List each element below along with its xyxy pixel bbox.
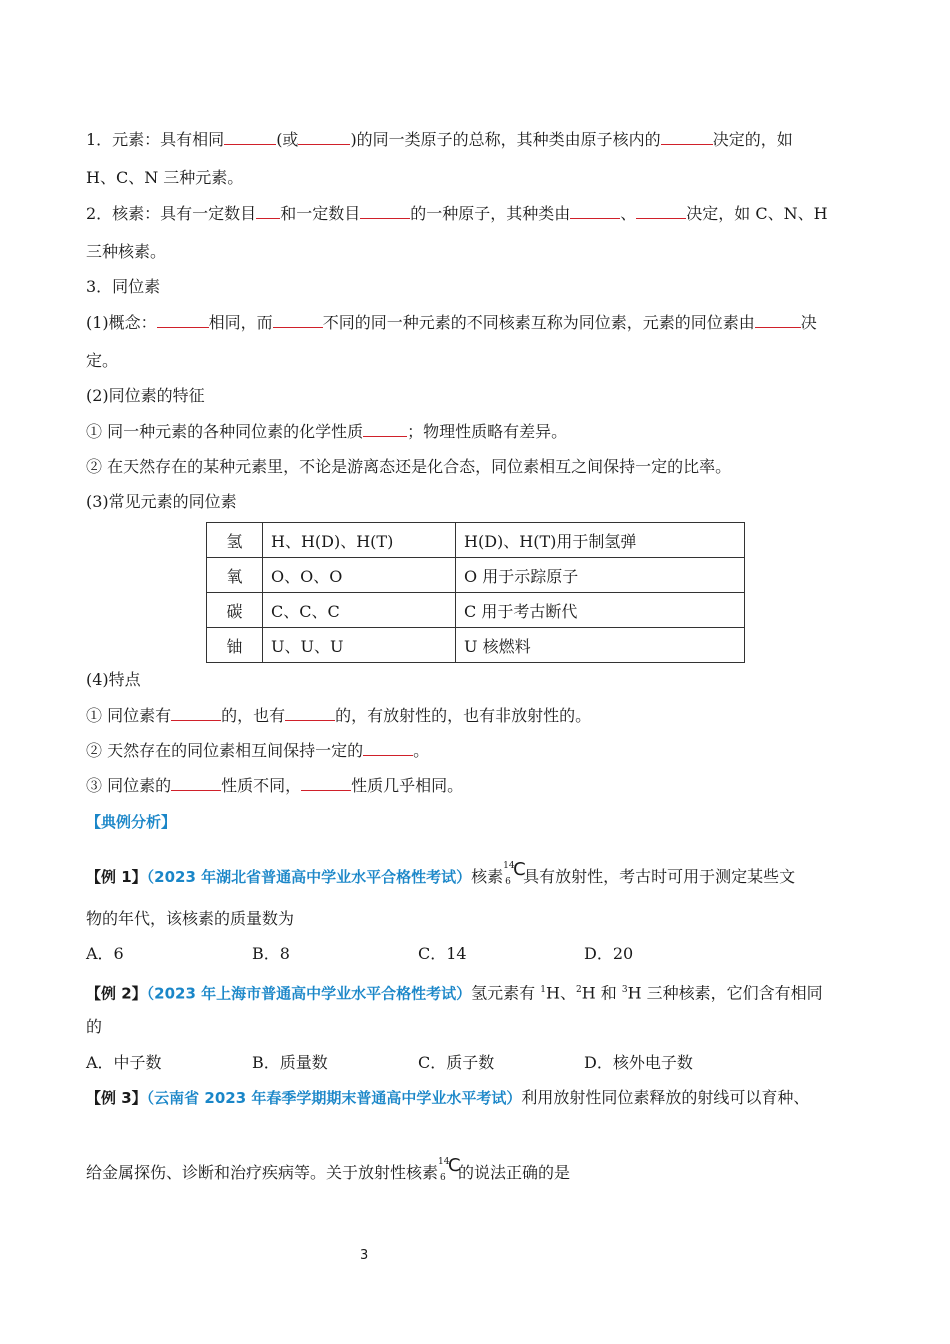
paragraph-nuclide-definition: 2．核素：具有一定数目 和一定数目 的一种原子，其种类由 、 决定，如 C、N、H bbox=[86, 204, 828, 223]
blank[interactable] bbox=[285, 706, 335, 721]
example-label: 【例 3】 bbox=[86, 1089, 147, 1107]
paragraph-continuation: H、C、N 三种元素。 bbox=[86, 168, 244, 187]
blank[interactable] bbox=[171, 706, 221, 721]
section-heading-isotope: 3．同位素 bbox=[86, 277, 161, 296]
table-cell-use: H(D)、H(T)用于制氢弹 bbox=[456, 523, 745, 558]
example-label: 【例 1】 bbox=[86, 868, 147, 886]
example-source: （2023 年上海市普通高中学业水平合格性考试） bbox=[146, 984, 472, 1003]
example-1-question: 【例 1】（2023 年湖北省普通高中学业水平合格性考试）核素 14 6 C 具有放射性，考古时可用于测定某些文 bbox=[86, 859, 796, 887]
section-heading-examples: 【典例分析】 bbox=[86, 813, 177, 831]
option-a[interactable]: A．6 bbox=[86, 944, 124, 963]
blank[interactable] bbox=[301, 776, 351, 791]
option-b[interactable]: B．质量数 bbox=[252, 1053, 328, 1072]
option-b[interactable]: B．8 bbox=[252, 944, 290, 963]
example-1-options bbox=[86, 944, 750, 964]
table-row bbox=[207, 523, 745, 558]
blank[interactable] bbox=[157, 313, 209, 328]
example-source: （2023 年湖北省普通高中学业水平合格性考试） bbox=[146, 868, 472, 886]
list-item: ① 同位素有 的，也有 的，有放射性的，也有非放射性的。 bbox=[86, 706, 592, 725]
option-c[interactable]: C．质子数 bbox=[418, 1053, 495, 1072]
list-item: ② 在天然存在的某种元素里，不论是游离态还是化合态，同位素相互之间保持一定的比率。 bbox=[86, 457, 732, 476]
isotope-table bbox=[206, 522, 745, 663]
option-d[interactable]: D．20 bbox=[584, 944, 634, 963]
blank[interactable] bbox=[570, 204, 620, 219]
list-item: ① 同一种元素的各种同位素的化学性质 ；物理性质略有差异。 bbox=[86, 422, 568, 441]
blank[interactable] bbox=[755, 313, 801, 328]
page-number: 3 bbox=[360, 1248, 369, 1263]
example-source: （云南省 2023 年春季学期期末普通高中学业水平考试） bbox=[146, 1089, 522, 1107]
table-cell-isotopes: U、U、U bbox=[263, 628, 456, 663]
option-c[interactable]: C．14 bbox=[418, 944, 467, 963]
paragraph-continuation: 物的年代，该核素的质量数为 bbox=[86, 909, 295, 928]
paragraph-continuation: 的 bbox=[86, 1017, 103, 1036]
paragraph-continuation: 给金属探伤、诊断和治疗疾病等。关于放射性核素 14 6 C 的说法正确的是 bbox=[86, 1155, 571, 1183]
nuclide-symbol: 14 6 C bbox=[438, 1155, 461, 1183]
table-cell-isotopes: C、C、C bbox=[263, 593, 456, 628]
nuclide-symbol: 14 6 C bbox=[503, 859, 526, 887]
table-cell-isotopes: O、O、O bbox=[263, 558, 456, 593]
table-cell-use: O 用于示踪原子 bbox=[456, 558, 745, 593]
example-label: 【例 2】 bbox=[86, 984, 147, 1003]
list-item: ② 天然存在的同位素相互间保持一定的 。 bbox=[86, 741, 430, 760]
table-cell-element: 氧 bbox=[207, 558, 263, 593]
blank[interactable] bbox=[256, 204, 280, 219]
blank[interactable] bbox=[273, 313, 323, 328]
option-d[interactable]: D．核外电子数 bbox=[584, 1053, 693, 1072]
paragraph-isotope-concept: (1)概念： 相同，而 不同的同一种元素的不同核素互称为同位素，元素的同位素由 决 bbox=[86, 313, 817, 332]
blank[interactable] bbox=[661, 130, 713, 145]
table-row bbox=[207, 593, 745, 628]
example-3-question: 【例 3】（云南省 2023 年春季学期期末普通高中学业水平考试）利用放射性同位素释放的射线可以育种、 bbox=[86, 1088, 810, 1107]
option-a[interactable]: A．中子数 bbox=[86, 1053, 162, 1072]
paragraph-continuation: 定。 bbox=[86, 351, 119, 370]
example-2-options bbox=[86, 1053, 750, 1073]
example-2-question: 【例 2】（2023 年上海市普通高中学业水平合格性考试）氢元素有 $^1$H、$^2$H 和 $^3$H 三种核素，它们含有相同 bbox=[86, 983, 823, 1003]
blank[interactable] bbox=[360, 204, 410, 219]
blank[interactable] bbox=[298, 130, 350, 145]
table-cell-element: 氢 bbox=[207, 523, 263, 558]
table-cell-isotopes: H、H(D)、H(T) bbox=[263, 523, 456, 558]
blank[interactable] bbox=[636, 204, 686, 219]
table-row bbox=[207, 558, 745, 593]
blank[interactable] bbox=[363, 422, 407, 437]
subheading-characteristics: (4)特点 bbox=[86, 670, 141, 689]
table-cell-use: C 用于考古断代 bbox=[456, 593, 745, 628]
subheading-features: (2)同位素的特征 bbox=[86, 386, 205, 405]
list-item: ③ 同位素的 性质不同， 性质几乎相同。 bbox=[86, 776, 464, 795]
table-cell-element: 铀 bbox=[207, 628, 263, 663]
blank[interactable] bbox=[171, 776, 221, 791]
blank[interactable] bbox=[363, 741, 413, 756]
table-row bbox=[207, 628, 745, 663]
paragraph-element-definition: 1．元素：具有相同 (或 )的同一类原子的总称，其种类由原子核内的 决定的，如 bbox=[86, 130, 793, 149]
table-cell-use: U 核燃料 bbox=[456, 628, 745, 663]
paragraph-continuation: 三种核素。 bbox=[86, 242, 167, 261]
blank[interactable] bbox=[224, 130, 276, 145]
table-cell-element: 碳 bbox=[207, 593, 263, 628]
subheading-common-isotopes: (3)常见元素的同位素 bbox=[86, 492, 237, 511]
